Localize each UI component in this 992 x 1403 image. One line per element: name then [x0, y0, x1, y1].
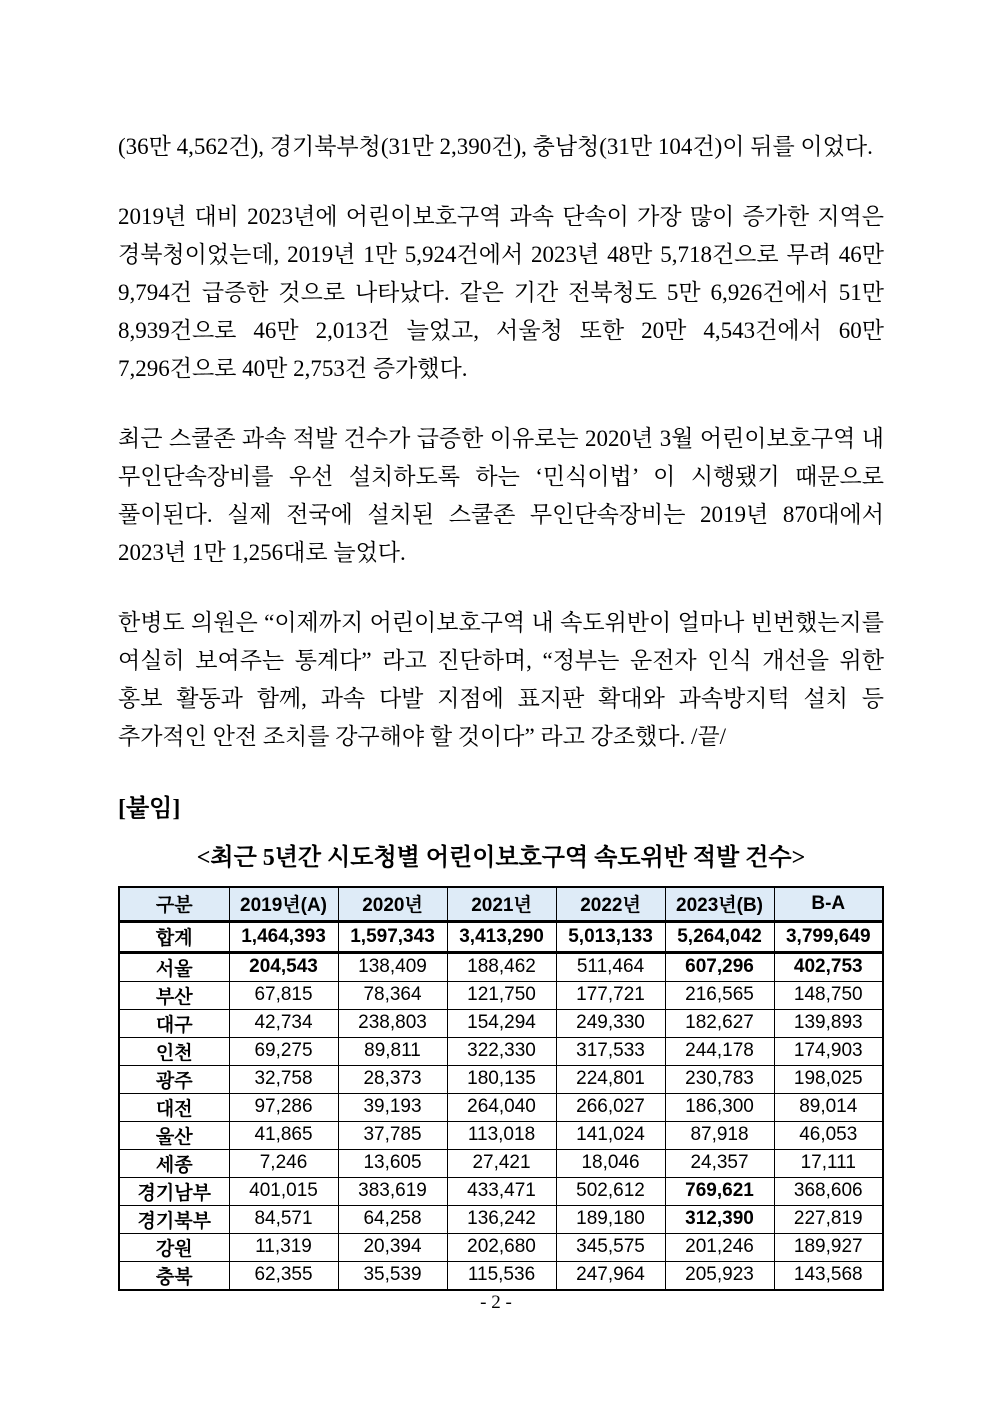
table-cell: 205,923 — [665, 1261, 774, 1290]
table-cell: 97,286 — [229, 1093, 338, 1121]
paragraph-2: 2019년 대비 2023년에 어린이보호구역 과속 단속이 가장 많이 증가한 지역은 경북청이었는데, 2019년 1만 5,924건에서 2023년 48만 5,718건으로 무려 46만 9,794건 급증한 것으로 나타났다. 같은 기간 전북청도 5만 6,926건에서 51만 8,939건으로 46만 2,013건 늘었고, 서울청 또한 20만 4,543건에서 60만 7,296건으로 40만 2,753건 증가했다. — [118, 204, 884, 381]
table-cell: 18,046 — [556, 1149, 665, 1177]
table-cell: 27,421 — [447, 1149, 556, 1177]
table-cell: 502,612 — [556, 1177, 665, 1205]
table-cell: 182,627 — [665, 1009, 774, 1037]
table-cell: 143,568 — [774, 1261, 883, 1290]
column-header: 2019년(A) — [229, 887, 338, 921]
row-label: 서울 — [119, 952, 229, 981]
table-cell: 189,180 — [556, 1205, 665, 1233]
table-cell: 402,753 — [774, 952, 883, 981]
table-row — [119, 1093, 883, 1121]
table-cell: 84,571 — [229, 1205, 338, 1233]
table-row — [119, 952, 883, 981]
table-cell: 188,462 — [447, 952, 556, 981]
table-cell: 216,565 — [665, 981, 774, 1009]
table-cell: 433,471 — [447, 1177, 556, 1205]
table-cell: 244,178 — [665, 1037, 774, 1065]
table-cell: 42,734 — [229, 1009, 338, 1037]
table-cell: 148,750 — [774, 981, 883, 1009]
table-cell: 1,597,343 — [338, 921, 447, 952]
table-row — [119, 1149, 883, 1177]
row-label: 대전 — [119, 1093, 229, 1121]
column-header: 구분 — [119, 887, 229, 921]
table-cell: 20,394 — [338, 1233, 447, 1261]
table-cell: 138,409 — [338, 952, 447, 981]
paragraph-4: 한병도 의원은 “이제까지 어린이보호구역 내 속도위반이 얼마나 빈번했는지를 여실히 보여주는 통계다” 라고 진단하며, “정부는 운전자 인식 개선을 위한 홍보 활동과 함께, 과속 다발 지점에 표지판 확대와 과속방지턱 설치 등 추가적인 안전 조치를 강구해야 할 것이다” 라고 강조했다. /끝/ — [118, 610, 884, 749]
table-cell: 607,296 — [665, 952, 774, 981]
table-cell: 115,536 — [447, 1261, 556, 1290]
table-cell: 136,242 — [447, 1205, 556, 1233]
table-cell: 249,330 — [556, 1009, 665, 1037]
table-cell: 89,014 — [774, 1093, 883, 1121]
table-cell: 511,464 — [556, 952, 665, 981]
row-label: 합계 — [119, 921, 229, 952]
table-cell: 1,464,393 — [229, 921, 338, 952]
table-cell: 247,964 — [556, 1261, 665, 1290]
table-header-row — [119, 887, 883, 921]
table-cell: 227,819 — [774, 1205, 883, 1233]
row-label: 부산 — [119, 981, 229, 1009]
table-cell: 121,750 — [447, 981, 556, 1009]
table-cell: 201,246 — [665, 1233, 774, 1261]
table-cell: 139,893 — [774, 1009, 883, 1037]
table-cell: 264,040 — [447, 1093, 556, 1121]
table-cell: 69,275 — [229, 1037, 338, 1065]
table-cell: 312,390 — [665, 1205, 774, 1233]
table-cell: 37,785 — [338, 1121, 447, 1149]
table-row — [119, 1205, 883, 1233]
table-row — [119, 1009, 883, 1037]
table-cell: 345,575 — [556, 1233, 665, 1261]
page-content — [118, 0, 884, 1291]
table-cell: 224,801 — [556, 1065, 665, 1093]
row-label: 강원 — [119, 1233, 229, 1261]
table-cell: 3,413,290 — [447, 921, 556, 952]
table-cell: 202,680 — [447, 1233, 556, 1261]
table-cell: 401,015 — [229, 1177, 338, 1205]
table-cell: 67,815 — [229, 981, 338, 1009]
table-cell: 46,053 — [774, 1121, 883, 1149]
table-cell: 322,330 — [447, 1037, 556, 1065]
table-title: <최근 5년간 시도청별 어린이보호구역 속도위반 적발 건수> — [196, 845, 806, 871]
table-cell: 769,621 — [665, 1177, 774, 1205]
table-row — [119, 1233, 883, 1261]
table-cell: 204,543 — [229, 952, 338, 981]
table-cell: 62,355 — [229, 1261, 338, 1290]
table-cell: 180,135 — [447, 1065, 556, 1093]
table-cell: 368,606 — [774, 1177, 883, 1205]
paragraph-3: 최근 스쿨존 과속 적발 건수가 급증한 이유로는 2020년 3월 어린이보호구역 내 무인단속장비를 우선 설치하도록 하는 ‘민식이법’ 이 시행됐기 때문으로 풀이된다. 실제 전국에 설치된 스쿨존 무인단속장비는 2019년 870대에서 2023년 1만 1,256대로 늘었다. — [118, 426, 884, 565]
table-cell: 189,927 — [774, 1233, 883, 1261]
table-cell: 238,803 — [338, 1009, 447, 1037]
table-cell: 32,758 — [229, 1065, 338, 1093]
table-cell: 28,373 — [338, 1065, 447, 1093]
table-cell: 64,258 — [338, 1205, 447, 1233]
table-cell: 266,027 — [556, 1093, 665, 1121]
table-cell: 141,024 — [556, 1121, 665, 1149]
row-label: 광주 — [119, 1065, 229, 1093]
column-header: 2021년 — [447, 887, 556, 921]
table-body — [119, 921, 883, 1290]
column-header: B-A — [774, 887, 883, 921]
table-row — [119, 1177, 883, 1205]
table-cell: 177,721 — [556, 981, 665, 1009]
table-cell: 35,539 — [338, 1261, 447, 1290]
row-label: 세종 — [119, 1149, 229, 1177]
row-label: 인천 — [119, 1037, 229, 1065]
table-cell: 317,533 — [556, 1037, 665, 1065]
table-cell: 89,811 — [338, 1037, 447, 1065]
table-cell: 13,605 — [338, 1149, 447, 1177]
table-cell: 5,264,042 — [665, 921, 774, 952]
table-row — [119, 1121, 883, 1149]
page-number: - 2 - — [480, 1292, 512, 1313]
paragraph-1: (36만 4,562건), 경기북부청(31만 2,390건), 충남청(31만 104건)이 뒤를 이었다. — [118, 134, 873, 159]
table-cell: 78,364 — [338, 981, 447, 1009]
table-row — [119, 1261, 883, 1290]
row-label: 울산 — [119, 1121, 229, 1149]
attachment-label: [붙임] — [118, 796, 181, 822]
table-cell: 174,903 — [774, 1037, 883, 1065]
table-cell: 198,025 — [774, 1065, 883, 1093]
speed-violation-table — [118, 886, 884, 1291]
table-cell: 11,319 — [229, 1233, 338, 1261]
row-label: 충북 — [119, 1261, 229, 1290]
table-cell: 17,111 — [774, 1149, 883, 1177]
table-row — [119, 921, 883, 952]
table-cell: 39,193 — [338, 1093, 447, 1121]
table-cell: 24,357 — [665, 1149, 774, 1177]
table-cell: 113,018 — [447, 1121, 556, 1149]
column-header: 2020년 — [338, 887, 447, 921]
table-cell: 3,799,649 — [774, 921, 883, 952]
table-cell: 154,294 — [447, 1009, 556, 1037]
row-label: 경기북부 — [119, 1205, 229, 1233]
row-label: 대구 — [119, 1009, 229, 1037]
table-cell: 186,300 — [665, 1093, 774, 1121]
table-cell: 87,918 — [665, 1121, 774, 1149]
table-cell: 41,865 — [229, 1121, 338, 1149]
table-row — [119, 981, 883, 1009]
column-header: 2022년 — [556, 887, 665, 921]
table-cell: 383,619 — [338, 1177, 447, 1205]
row-label: 경기남부 — [119, 1177, 229, 1205]
table-cell: 5,013,133 — [556, 921, 665, 952]
table-row — [119, 1065, 883, 1093]
column-header: 2023년(B) — [665, 887, 774, 921]
table-row — [119, 1037, 883, 1065]
table-cell: 7,246 — [229, 1149, 338, 1177]
table-cell: 230,783 — [665, 1065, 774, 1093]
